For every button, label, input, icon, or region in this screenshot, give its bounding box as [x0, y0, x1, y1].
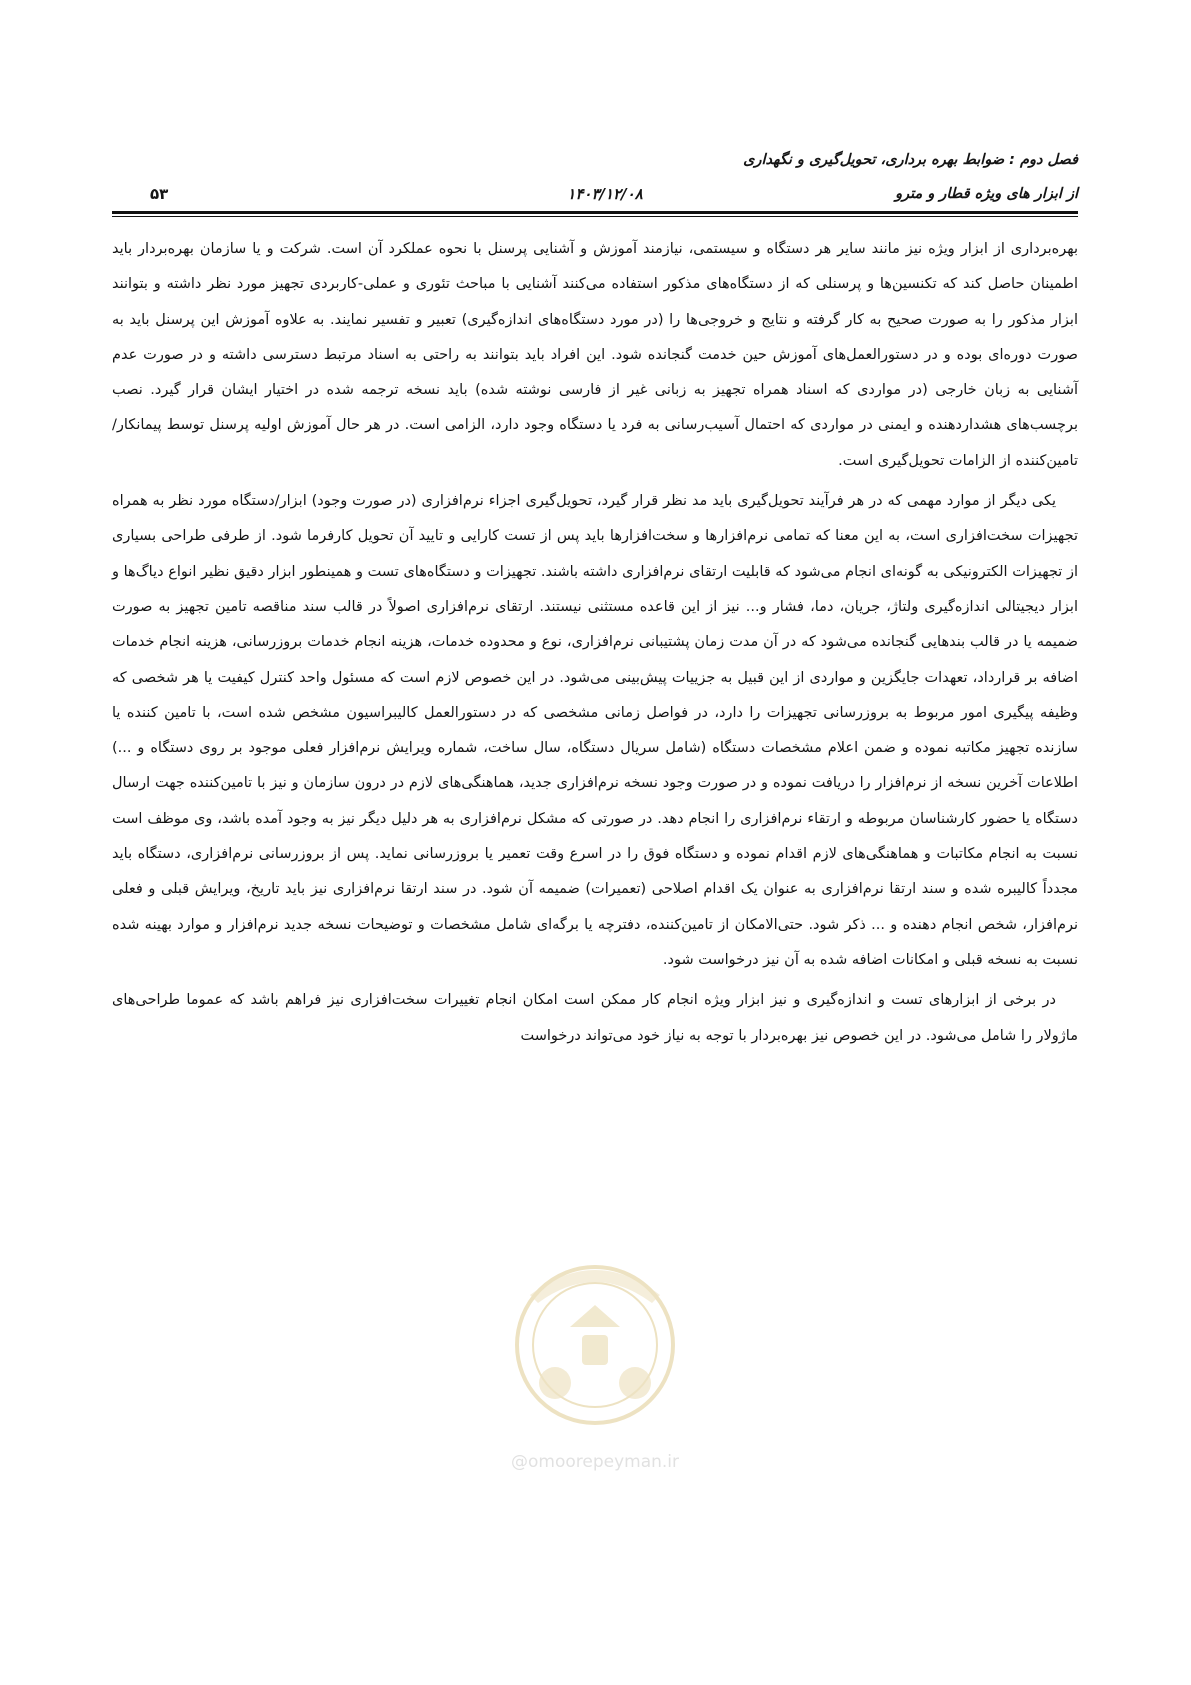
- paragraph-hardware-changes: در برخی از ابزارهای تست و اندازه‌گیری و نیز ابزار ویژه انجام کار ممکن است امکان انجام تغییرات سخت‌افزاری نیز فراهم باشد که عموما طراحی‌های ماژولار را شامل می‌شود. در این خصوص نیز بهره‌بردار با توجه به نیاز خود می‌تواند درخواست: [112, 992, 1078, 1044]
- header-chapter-subtitle: از ابزار های ویژه قطار و مترو: [895, 186, 1078, 202]
- paragraph-software-delivery: یکی دیگر از موارد مهمی که در هر فرآیند تحویل‌گیری باید مد نظر قرار گیرد، تحویل‌گیری اجزاء نرم‌افزاری (در صورت وجود) ابزار/دستگاه مورد نظر به همراه تجهیزات سخت‌افزاری است، به این معنا که تمامی نرم‌افزارها و سخت‌افزارها باید پس از تست کارایی و تایید آن تحویل کارفرما شود. از طرفی طراحی بسیاری از تجهیزات الکترونیکی به گونه‌ای انجام می‌شود که قابلیت ارتقای نرم‌افزاری داشته باشند. تجهیزات و دستگاه‌های تست و همینطور ابزار دقیق نظیر انواع دیاگ‌ها و ابزار دیجیتالی اندازه‌گیری ولتاژ، جریان، دما، فشار و... نیز از این قاعده مستثنی نیستند. ارتقای نرم‌افزاری اصولاً در قالب سند مناقصه تامین تجهیز به صورت ضمیمه یا در قالب بندهایی گنجانده می‌شود که در آن مدت زمان پشتیبانی نرم‌افزاری، نوع و محدوده خدمات، هزینه انجام خدمات بروزرسانی، هزینه انجام خدمات اضافه بر قرارداد، تعهدات جایگزین و مواردی از این قبیل به جزییات پیش‌بینی می‌شود. در این خصوص لازم است که مسئول واحد کنترل کیفیت یا هر شخصی که وظیفه پیگیری امور مربوط به بروزرسانی تجهیزات را دارد، در فواصل زمانی مشخصی که در دستورالعمل کالیبراسیون مشخص شده است، با تامین کننده یا سازنده تجهیز مکاتبه نموده و ضمن اعلام مشخصات دستگاه (شامل سریال دستگاه، سال ساخت، شماره ویرایش نرم‌افزار فعلی موجود بر روی دستگاه و ...) اطلاعات آخرین نسخه از نرم‌افزار را دریافت نموده و در صورت وجود نسخه نرم‌افزاری جدید، هماهنگی‌های لازم در درون سازمان و نیز با تامین‌کننده جهت ارسال دستگاه یا حضور کارشناسان مربوطه و ارتقاء نرم‌افزاری را انجام دهد. در صورتی که مشکل نرم‌افزاری به هر دلیل دیگر نیز به وجود آمده باشد، وی موظف است نسبت به انجام مکاتبات و هماهنگی‌های لازم اقدام نموده و دستگاه فوق را در اسرع وقت تعمیر یا بروزرسانی نماید. پس از بروزرسانی نرم‌افزاری، دستگاه باید مجدداً کالیبره شده و سند ارتقا نرم‌افزاری به عنوان یک اقدام اصلاحی (تعمیرات) ضمیمه آن شود. در سند ارتقا نرم‌افزاری نیز باید تاریخ، ویرایش قبلی و فعلی نرم‌افزار، شخص انجام دهنده و ... ذکر شود. حتی‌الامکان از تامین‌کننده، دفترچه یا برگه‌ای شامل مشخصات و توضیحات نسخه جدید نرم‌افزار و موارد بهینه شده نسبت به نسخه قبلی و امکانات اضافه شده به آن نیز درخواست شود.: [112, 493, 1078, 968]
- header-date: ۱۴۰۳/۱۲/۰۸: [567, 185, 643, 203]
- watermark-logo: [470, 1235, 720, 1505]
- paragraph-training: بهره‌برداری از ابزار ویژه نیز مانند سایر هر دستگاه و سیستمی، نیازمند آموزش و آشنایی پرسنل با نحوه عملکرد آن است. شرکت و یا سازمان بهره‌بردار باید اطمینان حاصل کند که تکنسین‌ها و پرسنلی که از دستگاه‌های مذکور استفاده می‌کنند آشنایی با مباحث تئوری و عملی-کاربردی تجهیز مورد نظر داشته و بتوانند ابزار مذکور را به صورت صحیح به کار گرفته و نتایج و خروجی‌ها را (در مورد دستگاه‌های اندازه‌گیری) تعبیر و تفسیر نمایند. به علاوه آموزش این پرسنل باید به صورت دوره‌ای بوده و در دستورالعمل‌های آموزش حین خدمت گنجانده شود. این افراد باید بتوانند به راحتی به اسناد مرتبط دسترسی داشته و در صورت عدم آشنایی به زبان خارجی (در مواردی که اسناد همراه تجهیز به زبانی غیر از فارسی نوشته شده) باید نسخه ترجمه شده در اختیار ایشان قرار گیرد. نصب برچسب‌های هشداردهنده و ایمنی در مواردی که احتمال آسیب‌رسانی به فرد یا دستگاه وجود دارد، الزامی است. در هر حال آموزش اولیه پرسنل توسط پیمانکار/تامین‌کننده از الزامات تحویل‌گیری است.: [112, 241, 1078, 469]
- body-content: [112, 232, 1078, 1054]
- page-number: ۵۳: [150, 185, 169, 203]
- header-rule-thick: [112, 211, 1078, 214]
- header-chapter-title: فصل دوم : ضوابط بهره برداری، تحویل‌گیری و نگهداری: [743, 152, 1078, 168]
- watermark-handle: @omoorepeyman.ir: [510, 1452, 680, 1472]
- header-rule-thin: [112, 216, 1078, 217]
